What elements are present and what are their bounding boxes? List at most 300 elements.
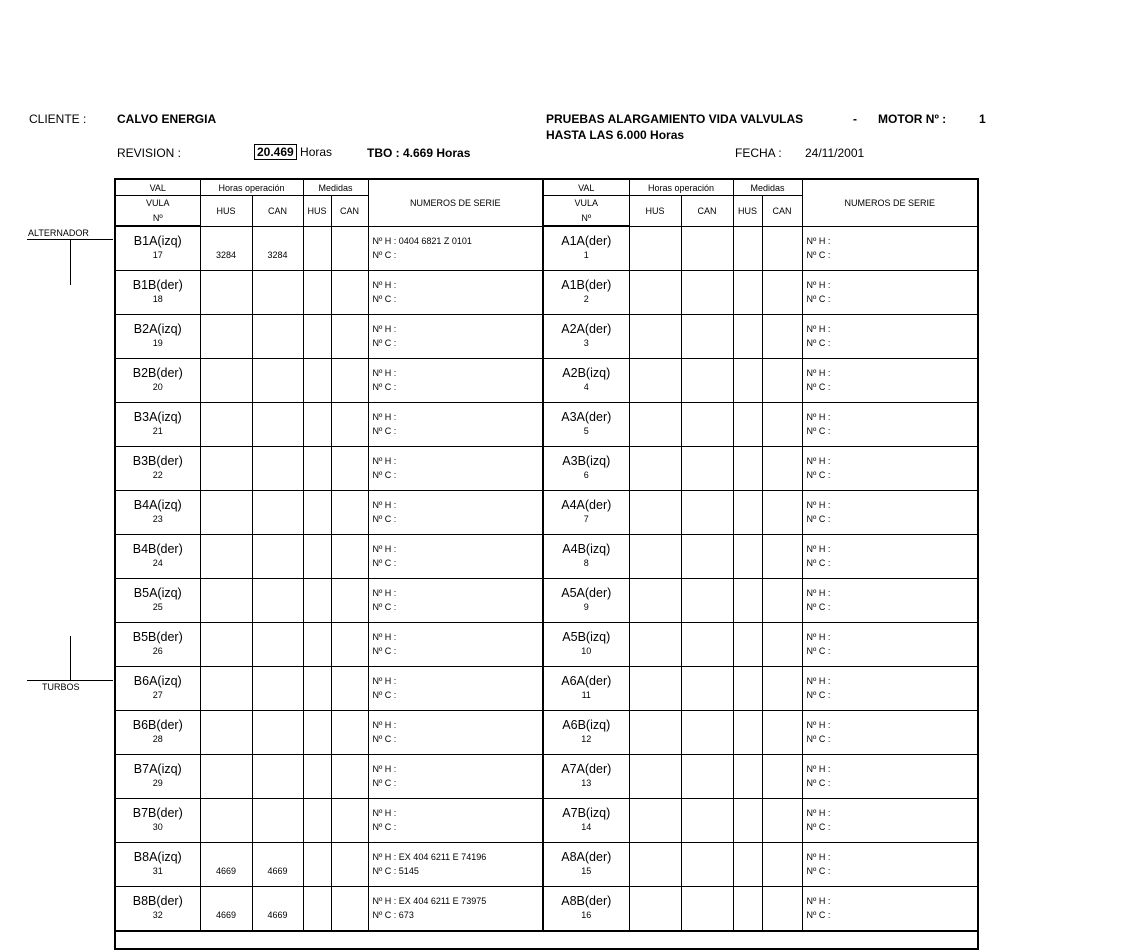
right-serial-nh: Nº H : [806,323,831,334]
right-valve-cell [543,622,629,666]
right-valve-name: A3A(der) [561,410,612,424]
left-medidas-can [331,226,368,270]
right-horas-hus [629,490,681,534]
left-valve-number: 29 [152,778,163,788]
left-valve-cell [115,754,200,798]
right-horas-can [681,490,733,534]
left-medidas-hus [303,402,331,446]
right-valve-number: 12 [581,734,592,744]
right-horas-can [681,270,733,314]
left-serial-nc: Nº C : [372,822,397,832]
right-horas-can [681,534,733,578]
left-valve-cell [115,446,200,490]
right-horas-can [681,666,733,710]
right-valve-name: A1A(der) [561,234,612,249]
left-horas-can [252,270,303,314]
right-horas-hus [629,842,681,886]
motor-label: MOTOR Nº : [878,112,947,126]
left-valve-name: B3A(izq) [133,410,182,424]
table-row [115,358,978,402]
right-medidas-can [762,446,802,490]
right-horas-can [681,710,733,754]
right-valve-cell [543,270,629,314]
left-medidas-can [331,490,368,534]
right-medidas-can [762,842,802,886]
left-medidas-can [331,842,368,886]
left-medidas-hus [303,710,331,754]
right-valve-number: 7 [583,514,589,524]
table-row [115,270,978,314]
left-horas-hus [200,490,252,534]
left-serial-nh: Nº H : [372,675,397,686]
left-serial-nh: Nº H : EX 404 6211 E 73975 [372,895,487,906]
left-horas-hus [200,402,252,446]
right-horas-hus [629,798,681,842]
right-serial-nh: Nº H : [806,675,831,686]
right-valve-cell [543,710,629,754]
left-serial-nc: Nº C : [372,294,397,304]
left-valve-name: B5B(der) [132,630,183,644]
right-medidas-can [762,622,802,666]
left-valve-cell [115,226,200,270]
left-serial-nh: Nº H : [372,719,397,730]
left-medidas-hus [303,226,331,270]
right-valve-cell [543,886,629,931]
left-valve-name: B1A(izq) [133,234,182,249]
right-medidas-can [762,314,802,358]
left-serial-cell [368,842,543,886]
right-medidas-can [762,490,802,534]
left-medidas-can [331,270,368,314]
col-val-line2: VULA [543,196,629,211]
right-horas-can [681,446,733,490]
left-medidas-hus [303,622,331,666]
left-valve-number: 21 [152,426,163,436]
left-valve-number: 26 [152,646,163,656]
left-horas-hus: 3284 [200,226,252,270]
left-medidas-hus [303,886,331,931]
right-serial-nc: Nº C : [806,734,831,744]
left-horas-can: 3284 [252,226,303,270]
col-medidas: Medidas [733,179,802,196]
right-valve-number: 1 [583,250,589,261]
right-valve-number: 9 [583,602,589,612]
left-medidas-hus [303,842,331,886]
right-serial-cell [802,490,978,534]
left-valve-name: B7B(der) [132,806,183,820]
right-medidas-can [762,402,802,446]
right-medidas-hus [733,710,762,754]
motor-value: 1 [979,112,986,126]
fecha-value: 24/11/2001 [805,146,865,160]
left-medidas-hus [303,358,331,402]
table-row [115,798,978,842]
right-serial-cell [802,270,978,314]
right-medidas-hus [733,798,762,842]
left-horas-can [252,622,303,666]
right-serial-nc: Nº C : [806,558,831,568]
table-row [115,886,978,931]
right-serial-nc: Nº C : [806,602,831,612]
right-medidas-can [762,270,802,314]
right-horas-can [681,754,733,798]
left-serial-nc: Nº C : [372,734,397,744]
right-horas-hus [629,666,681,710]
right-valve-name: A3B(izq) [562,454,611,468]
left-horas-can [252,358,303,402]
right-serial-nc: Nº C : [806,294,831,304]
table-row [115,402,978,446]
left-horas-hus: 4669 [200,842,252,886]
left-medidas-can [331,798,368,842]
right-serial-nh: Nº H : [806,411,831,422]
right-serial-nh: Nº H : [806,763,831,774]
valve-table [114,178,979,950]
right-horas-hus [629,534,681,578]
left-horas-can [252,710,303,754]
right-horas-hus [629,314,681,358]
left-medidas-can [331,402,368,446]
right-serial-nh: Nº H : [806,499,831,510]
left-serial-nc: Nº C : [372,778,397,788]
right-horas-can [681,842,733,886]
right-horas-hus [629,622,681,666]
left-valve-cell [115,798,200,842]
left-serial-cell [368,534,543,578]
right-serial-cell [802,842,978,886]
left-serial-nh: Nº H : [372,631,397,642]
left-medidas-hus [303,490,331,534]
right-serial-cell [802,886,978,931]
right-medidas-can [762,886,802,931]
right-serial-nc: Nº C : [806,866,831,876]
left-medidas-can [331,886,368,931]
right-horas-hus [629,270,681,314]
left-valve-cell [115,358,200,402]
right-horas-hus [629,886,681,931]
left-serial-nh: Nº H : [372,323,397,334]
left-valve-number: 32 [152,910,163,920]
col-horas-operacion: Horas operación [629,179,733,196]
col-val-line3: Nº [543,210,629,226]
cliente-value: CALVO ENERGIA [117,112,217,126]
left-serial-cell [368,622,543,666]
table-footer [115,931,978,949]
right-valve-cell [543,226,629,270]
left-serial-nh: Nº H : 0404 6821 Z 0101 [372,235,472,246]
left-serial-nh: Nº H : EX 404 6211 E 74196 [372,851,487,862]
left-medidas-can [331,666,368,710]
left-horas-can [252,490,303,534]
table-row [115,446,978,490]
right-serial-nh: Nº H : [806,851,831,862]
right-serial-cell [802,798,978,842]
left-horas-can [252,666,303,710]
left-valve-cell [115,534,200,578]
right-serial-nh: Nº H : [806,631,831,642]
right-medidas-can [762,226,802,270]
right-serial-nh: Nº H : [806,455,831,466]
left-serial-nc: Nº C : [372,470,397,480]
revision-group [254,145,332,159]
left-horas-hus [200,754,252,798]
right-serial-nc: Nº C : [806,250,831,260]
left-medidas-can [331,358,368,402]
left-valve-cell [115,490,200,534]
left-medidas-can [331,534,368,578]
right-serial-nc: Nº C : [806,646,831,656]
right-valve-name: A8A(der) [561,850,612,864]
revision-label: REVISION : [117,146,182,160]
right-valve-name: A4A(der) [561,498,612,512]
left-serial-cell [368,446,543,490]
left-horas-hus [200,798,252,842]
left-serial-nh: Nº H : [372,455,397,466]
left-valve-name: B6A(izq) [133,674,182,688]
right-valve-cell [543,666,629,710]
left-serial-cell [368,798,543,842]
left-serial-nc: Nº C : [372,382,397,392]
col-medidas-can: CAN [331,196,368,227]
right-valve-cell [543,534,629,578]
right-horas-can [681,622,733,666]
left-horas-hus [200,666,252,710]
right-horas-hus [629,402,681,446]
left-horas-hus [200,534,252,578]
right-valve-name: A8B(der) [561,894,612,908]
left-valve-name: B5A(izq) [133,586,182,600]
table-row [115,534,978,578]
left-serial-cell [368,710,543,754]
left-serial-nh: Nº H : [372,411,397,422]
right-valve-name: A1B(der) [561,278,612,292]
right-serial-nh: Nº H : [806,895,831,906]
left-horas-hus [200,314,252,358]
tbo-value: TBO : 4.669 Horas [367,146,471,160]
table-row [115,754,978,798]
right-serial-nh: Nº H : [806,807,831,818]
left-serial-nc: Nº C : [372,514,397,524]
left-medidas-hus [303,798,331,842]
table-row [115,578,978,622]
left-horas-hus [200,358,252,402]
left-valve-cell [115,402,200,446]
left-serial-nc: Nº C : [372,646,397,656]
left-serial-nh: Nº H : [372,763,397,774]
right-valve-name: A6A(der) [561,674,612,688]
right-medidas-can [762,358,802,402]
left-serial-cell [368,754,543,798]
left-serial-cell [368,226,543,270]
right-valve-cell [543,578,629,622]
document-title: PRUEBAS ALARGAMIENTO VIDA VALVULAS [546,112,804,126]
left-serial-cell [368,490,543,534]
right-medidas-can [762,578,802,622]
left-medidas-hus [303,314,331,358]
right-serial-cell [802,578,978,622]
revision-unit: Horas [300,145,333,159]
right-serial-nc: Nº C : [806,514,831,524]
right-valve-cell [543,490,629,534]
right-medidas-hus [733,226,762,270]
left-valve-number: 23 [152,514,163,524]
right-medidas-hus [733,490,762,534]
right-serial-nc: Nº C : [806,822,831,832]
left-horas-hus [200,622,252,666]
left-serial-nc: Nº C : [372,602,397,612]
left-horas-can [252,446,303,490]
left-valve-name: B8B(der) [132,894,183,908]
right-serial-nc: Nº C : [806,910,831,920]
left-valve-cell [115,710,200,754]
left-valve-number: 22 [152,470,163,480]
col-hus: HUS [200,196,252,227]
left-valve-cell [115,314,200,358]
alternador-bracket [70,239,71,285]
right-horas-can [681,578,733,622]
left-serial-nh: Nº H : [372,543,397,554]
left-valve-name: B2A(izq) [133,322,182,336]
left-horas-hus: 4669 [200,886,252,931]
left-horas-hus [200,270,252,314]
left-serial-cell [368,358,543,402]
col-medidas-hus: HUS [733,196,762,227]
right-serial-nc: Nº C : [806,426,831,436]
left-medidas-hus [303,578,331,622]
left-medidas-can [331,754,368,798]
col-val-line3: Nº [115,210,200,226]
right-valve-name: A5A(der) [561,586,612,600]
right-serial-cell [802,402,978,446]
left-horas-can [252,314,303,358]
right-valve-name: A7A(der) [561,762,612,776]
right-serial-cell [802,666,978,710]
left-valve-name: B3B(der) [132,454,183,468]
table-row [115,226,978,270]
right-serial-nh: Nº H : [806,587,831,598]
left-medidas-hus [303,446,331,490]
left-valve-number: 20 [152,382,163,392]
document-subtitle: HASTA LAS 6.000 Horas [546,128,685,142]
left-serial-nh: Nº H : [372,499,397,510]
right-valve-cell [543,754,629,798]
left-serial-nc: Nº C : [372,690,397,700]
left-serial-nh: Nº H : [372,367,397,378]
left-valve-name: B2B(der) [132,366,183,380]
col-val-line1: VAL [115,179,200,196]
left-valve-name: B4A(izq) [133,498,182,512]
right-serial-cell [802,226,978,270]
right-valve-number: 2 [583,294,589,304]
left-medidas-hus [303,534,331,578]
left-valve-name: B7A(izq) [133,762,182,776]
left-medidas-hus [303,270,331,314]
left-valve-cell [115,578,200,622]
left-horas-hus [200,446,252,490]
right-horas-hus [629,754,681,798]
left-serial-cell [368,314,543,358]
alternador-label: ALTERNADOR [28,228,89,238]
left-medidas-hus [303,666,331,710]
right-valve-number: 8 [583,558,589,568]
table-row [115,490,978,534]
right-serial-nc: Nº C : [806,690,831,700]
right-medidas-hus [733,754,762,798]
right-medidas-can [762,754,802,798]
left-medidas-can [331,622,368,666]
right-valve-cell [543,842,629,886]
left-serial-nh: Nº H : [372,587,397,598]
left-horas-can: 4669 [252,842,303,886]
right-horas-hus [629,446,681,490]
left-valve-number: 27 [152,690,163,700]
right-medidas-hus [733,666,762,710]
table-row [115,314,978,358]
col-medidas-can: CAN [762,196,802,227]
right-horas-hus [629,226,681,270]
left-valve-number: 31 [152,866,163,876]
left-horas-can [252,578,303,622]
right-serial-cell [802,534,978,578]
right-valve-cell [543,446,629,490]
left-valve-number: 18 [152,294,163,304]
right-medidas-hus [733,402,762,446]
right-horas-hus [629,578,681,622]
col-numeros-serie: NUMEROS DE SERIE [368,179,543,226]
right-valve-number: 13 [581,778,592,788]
left-horas-can [252,402,303,446]
left-serial-cell [368,886,543,931]
right-medidas-hus [733,270,762,314]
col-medidas: Medidas [303,179,368,196]
right-serial-nh: Nº H : [806,543,831,554]
title-dash: - [853,112,857,126]
col-val-line2: VULA [115,196,200,211]
right-horas-can [681,314,733,358]
left-valve-name: B6B(der) [132,718,183,732]
right-medidas-can [762,666,802,710]
table-row [115,622,978,666]
left-serial-cell [368,402,543,446]
left-serial-cell [368,666,543,710]
left-medidas-can [331,710,368,754]
right-valve-name: A6B(izq) [562,718,611,732]
right-valve-cell [543,798,629,842]
right-valve-name: A2A(der) [561,322,612,336]
right-valve-name: A5B(izq) [562,630,611,644]
right-medidas-hus [733,314,762,358]
right-serial-nc: Nº C : [806,470,831,480]
left-serial-nc: Nº C : 673 [372,910,414,920]
left-valve-cell [115,842,200,886]
left-medidas-hus [303,754,331,798]
right-medidas-can [762,710,802,754]
right-medidas-hus [733,358,762,402]
col-medidas-hus: HUS [303,196,331,227]
left-serial-cell [368,578,543,622]
table-row [115,842,978,886]
right-valve-number: 4 [583,382,589,392]
right-valve-name: A2B(izq) [562,366,611,380]
turbos-label: TURBOS [42,682,80,692]
left-serial-nc: Nº C : [372,250,397,260]
right-serial-nc: Nº C : [806,338,831,348]
right-serial-nh: Nº H : [806,279,831,290]
left-valve-cell [115,622,200,666]
right-valve-number: 3 [583,338,589,348]
right-medidas-hus [733,842,762,886]
turbos-underline [27,680,113,681]
